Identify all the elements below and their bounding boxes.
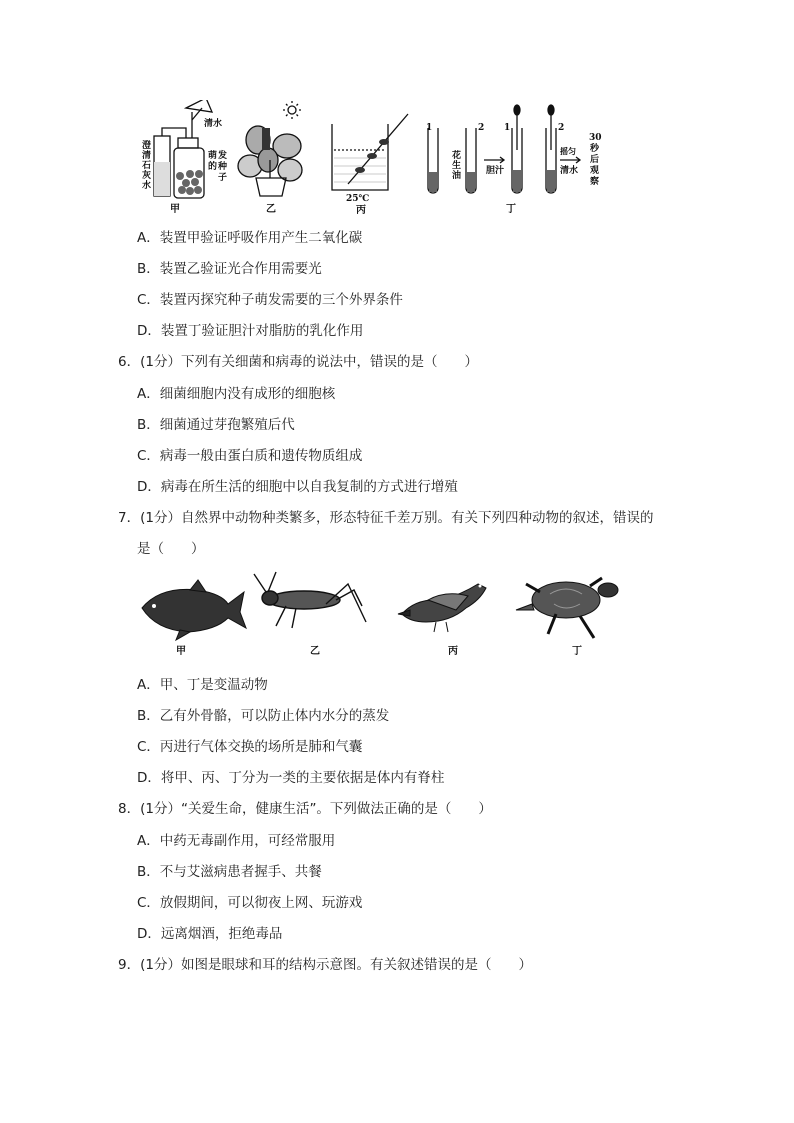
pigeon-image	[398, 584, 486, 632]
label-oil-1: 花	[452, 151, 462, 161]
q5-option-b: B．装置乙验证光合作用需要光	[137, 261, 322, 277]
apparatus-bing	[332, 114, 408, 190]
label-30s-5: 察	[590, 177, 600, 187]
label-limewater-3: 石	[142, 161, 152, 171]
q8-option-a: A．中药无毒副作用，可经常服用	[137, 833, 336, 849]
label-limewater-5: 水	[142, 181, 152, 191]
label-qingshui2: 清水	[560, 166, 579, 176]
q6-stem: 6．(1分）下列有关细菌和病毒的说法中，错误的是（ ）	[118, 354, 478, 370]
label-shake: 摇匀	[560, 146, 576, 156]
label-30s-3: 后	[590, 155, 600, 165]
label-bing: 丙	[356, 205, 366, 216]
tube-label-1a: 1	[426, 123, 433, 133]
q8-stem: 8．(1分）“关爱生命，健康生活”。下列做法正确的是（ ）	[118, 801, 492, 817]
label-oil-3: 油	[452, 171, 462, 181]
label-seed-1: 萌	[208, 151, 218, 161]
q6-option-a: A．细菌细胞内没有成形的细胞核	[137, 386, 336, 402]
fish-image	[142, 580, 246, 640]
apparatus-yi	[238, 101, 302, 196]
q9-stem: 9．(1分）如图是眼球和耳的结构示意图。有关叙述错误的是（ ）	[118, 957, 532, 973]
label-bile: 胆汁	[486, 166, 505, 176]
label-limewater-4: 灰	[142, 171, 152, 181]
label-oil-2: 生	[452, 161, 462, 171]
label-seed-3: 的	[208, 162, 218, 172]
q7-option-d: D．将甲、丙、丁分为一类的主要依据是体内有脊柱	[137, 770, 445, 786]
q6-option-b: B．细菌通过芽孢繁殖后代	[137, 417, 295, 433]
label-30s-2: 秒	[590, 144, 600, 154]
q5-option-c: C．装置丙探究种子萌发需要的三个外界条件	[137, 292, 403, 308]
q5-option-d: D．装置丁验证胆汁对脂肪的乳化作用	[137, 323, 364, 339]
q7-option-a: A．甲、丁是变温动物	[137, 677, 268, 693]
label-seed-4: 种	[218, 162, 228, 172]
tube-label-2b: 2	[558, 123, 565, 133]
tube-label-1b: 1	[504, 123, 511, 133]
tube-label-2a: 2	[478, 123, 485, 133]
label-qingshui: 清水	[204, 119, 223, 129]
label-30s-1: 30	[589, 133, 602, 143]
label-jia: 甲	[170, 204, 180, 215]
q6-option-d: D．病毒在所生活的细胞中以自我复制的方式进行增殖	[137, 479, 458, 495]
q7-option-b: B．乙有外骨骼，可以防止体内水分的蒸发	[137, 708, 390, 724]
label-ding: 丁	[506, 204, 516, 215]
animal-label-yi: 乙	[310, 646, 320, 657]
animal-label-ding: 丁	[572, 646, 582, 657]
experiment-figure	[140, 100, 610, 218]
label-limewater-2: 清	[142, 151, 152, 161]
label-seed-5: 子	[218, 173, 228, 183]
q5-option-a: A．装置甲验证呼吸作用产生二氧化碳	[137, 230, 363, 246]
label-yi: 乙	[266, 204, 276, 215]
q7-stem-line1: 7．(1分）自然界中动物种类繁多，形态特征千差万别。有关下列四种动物的叙述，错误的	[118, 510, 654, 526]
q7-stem-line2: 是（ ）	[137, 541, 205, 557]
apparatus-jia	[154, 100, 212, 198]
animal-label-jia: 甲	[176, 646, 186, 657]
label-30s-4: 观	[590, 166, 600, 176]
q8-option-c: C．放假期间，可以彻夜上网、玩游戏	[137, 895, 363, 911]
animals-figure	[136, 570, 636, 658]
grasshopper-image	[254, 572, 366, 628]
q8-option-b: B．不与艾滋病患者握手、共餐	[137, 864, 322, 880]
label-limewater-1: 澄	[142, 141, 152, 151]
q7-option-c: C．丙进行气体交换的场所是肺和气囊	[137, 739, 363, 755]
animal-label-bing: 丙	[448, 646, 458, 657]
q8-option-d: D．远离烟酒，拒绝毒品	[137, 926, 283, 942]
turtle-image	[516, 578, 618, 638]
q6-option-c: C．病毒一般由蛋白质和遗传物质组成	[137, 448, 363, 464]
apparatus-ding	[428, 105, 580, 193]
label-seed-2: 发	[218, 151, 228, 161]
label-temp: 25℃	[346, 194, 370, 204]
